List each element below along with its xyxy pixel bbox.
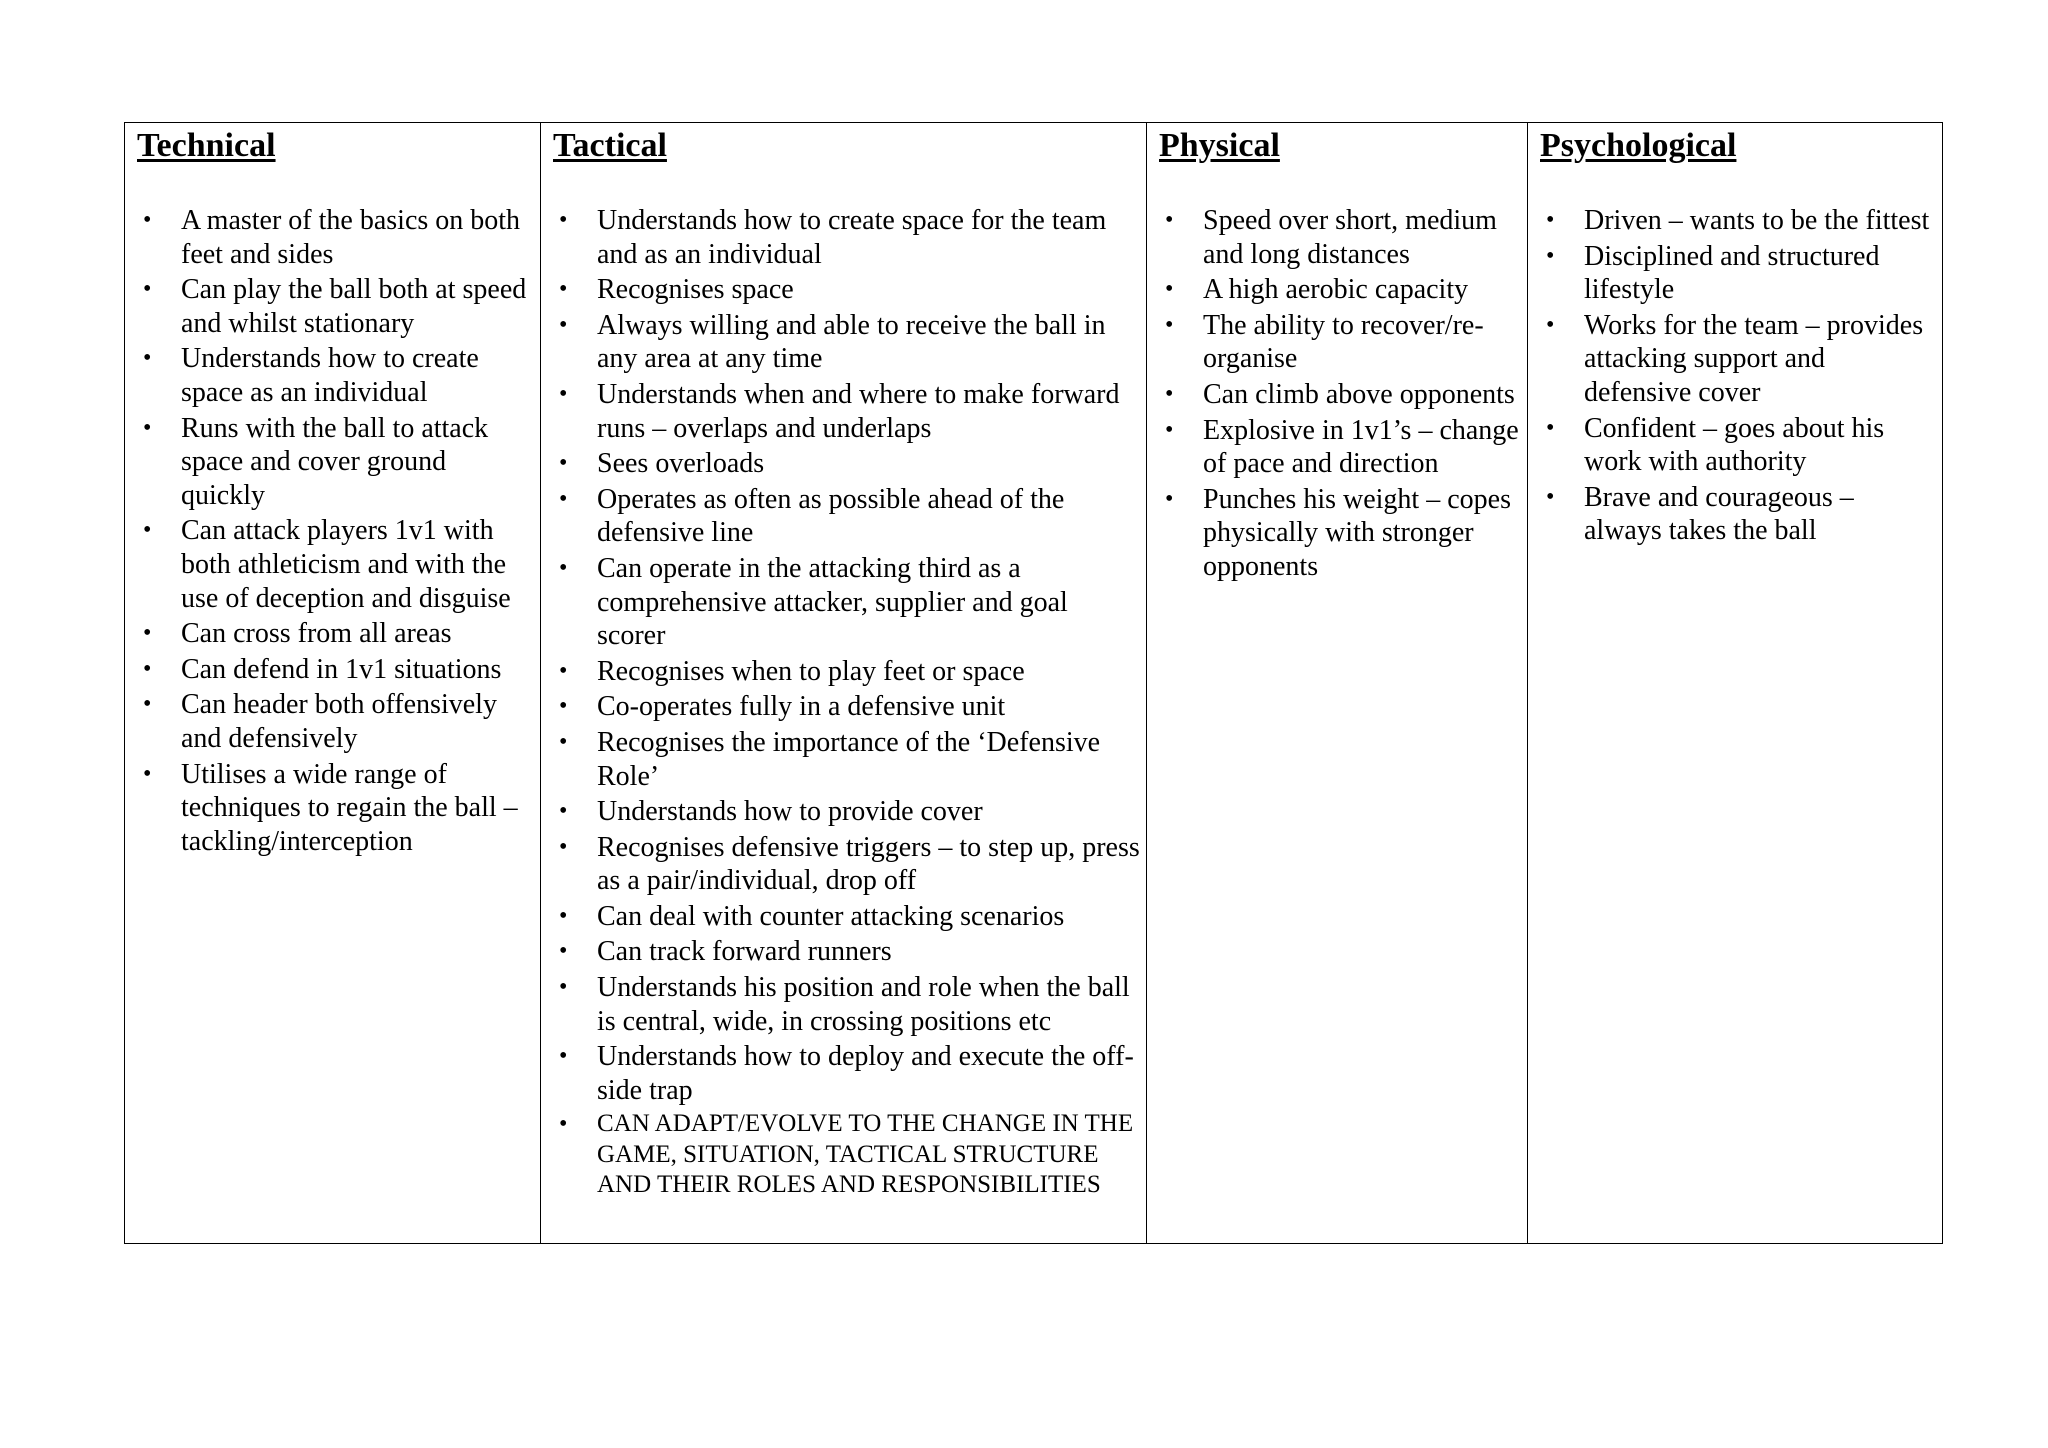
bullet-icon: • [559, 1111, 568, 1138]
bullet-icon: • [143, 760, 152, 787]
list-item-text: Brave and courageous – always takes the ball [1584, 481, 1854, 547]
bullet-icon: • [143, 276, 152, 303]
list-item-text: Utilises a wide range of techniques to regain the ball – tackling/interception [181, 758, 518, 857]
list-item [553, 900, 1140, 934]
list-item [137, 342, 534, 409]
list-item-text: Explosive in 1v1’s – change of pace and direction [1203, 414, 1519, 480]
list-item [553, 204, 1140, 271]
bullet-icon: • [559, 833, 568, 860]
list-item-text: Operates as often as possible ahead of the defensive line [597, 483, 1065, 549]
list-item [1159, 204, 1521, 271]
list-item-text: Recognises the importance of the ‘Defensive Role’ [597, 726, 1101, 792]
list-item [137, 412, 534, 513]
bullet-icon: • [559, 207, 568, 233]
bullet-icon: • [559, 657, 568, 684]
list-item [1540, 240, 1936, 307]
list-item-text: Understands when and where to make forward runs – overlaps and underlaps [597, 378, 1120, 444]
list-item-text: Always willing and able to receive the ball in any area at any time [597, 309, 1106, 375]
list-item-text: Can attack players 1v1 with both athleticism and with the use of deception and disguise [181, 515, 511, 614]
list-item [553, 690, 1140, 724]
bullet-icon: • [143, 655, 152, 682]
bullet-icon: • [143, 207, 152, 233]
list-item [553, 831, 1140, 898]
list-item-text: A high aerobic capacity [1203, 274, 1469, 306]
list-item [1540, 412, 1936, 479]
list-item-text: A master of the basics on both feet and sides [181, 205, 521, 270]
technical-list [137, 204, 534, 858]
list-item [1159, 483, 1521, 584]
tactical-column [541, 123, 1147, 1244]
list-item-text: Disciplined and structured lifestyle [1584, 240, 1880, 306]
list-item [553, 971, 1140, 1038]
list-item [137, 204, 534, 271]
list-item [137, 758, 534, 859]
list-item-text: Speed over short, medium and long distances [1203, 205, 1497, 270]
list-item [1159, 378, 1521, 412]
bullet-icon: • [1165, 207, 1174, 233]
list-item [553, 655, 1140, 689]
bullet-icon: • [1165, 276, 1174, 303]
physical-heading: Physical [1159, 127, 1280, 164]
bullet-icon: • [143, 414, 152, 441]
bullet-icon: • [1546, 311, 1555, 338]
bullet-icon: • [559, 450, 568, 477]
bullet-icon: • [143, 620, 152, 647]
bullet-icon: • [559, 380, 568, 407]
tactical-heading: Tactical [553, 127, 667, 164]
list-item-text: Can operate in the attacking third as a comprehensive attacker, supplier and goal scorer [597, 552, 1068, 652]
list-item-text: Driven – wants to be the fittest [1584, 205, 1930, 236]
list-item [553, 1109, 1140, 1201]
list-item-text: Understands how to create space for the team and as an individual [597, 205, 1107, 270]
bullet-icon: • [559, 728, 568, 755]
bullet-icon: • [559, 938, 568, 965]
bullet-icon: • [559, 798, 568, 825]
list-item [553, 378, 1140, 445]
list-item-text: Understands how to deploy and execute the off-side trap [597, 1041, 1134, 1106]
tactical-list [553, 204, 1140, 1201]
list-item-text: Punches his weight – copes physically with stronger opponents [1203, 483, 1511, 582]
bullet-icon: • [559, 485, 568, 512]
bullet-icon: • [1165, 380, 1174, 407]
list-item-text: Recognises space [597, 274, 794, 306]
list-item-text: The ability to recover/re-organise [1203, 309, 1484, 375]
list-item [1159, 273, 1521, 307]
list-item-text: Can deal with counter attacking scenarios [597, 900, 1065, 932]
list-item-text: Understands his position and role when the ball is central, wide, in crossing positions etc [597, 972, 1130, 1037]
list-item-text: Runs with the ball to attack space and cover ground quickly [181, 412, 489, 511]
list-item [1540, 204, 1936, 238]
list-item [553, 273, 1140, 307]
list-item-text: Works for the team – provides attacking support and defensive cover [1584, 309, 1924, 408]
list-item [1159, 309, 1521, 376]
bullet-icon: • [559, 902, 568, 929]
bullet-icon: • [1546, 242, 1555, 269]
list-item-text: Can climb above opponents [1203, 378, 1515, 410]
list-item-text: Can header both offensively and defensively [181, 689, 497, 754]
list-item [553, 483, 1140, 550]
bullet-icon: • [559, 276, 568, 303]
list-item [553, 726, 1140, 793]
list-item [553, 935, 1140, 969]
bullet-icon: • [559, 1043, 568, 1070]
bullet-icon: • [143, 517, 152, 544]
bullet-icon: • [1165, 416, 1174, 443]
psychological-column [1528, 123, 1943, 1244]
list-item-text: Sees overloads [597, 448, 765, 480]
list-item [553, 309, 1140, 376]
bullet-icon: • [1546, 207, 1555, 233]
attributes-table [124, 122, 1943, 1244]
list-item-text: Understands how to provide cover [597, 796, 983, 828]
physical-column [1147, 123, 1528, 1244]
bullet-icon: • [559, 693, 568, 720]
list-item [553, 1040, 1140, 1107]
list-item [1540, 309, 1936, 410]
bullet-icon: • [1546, 414, 1555, 441]
list-item [553, 795, 1140, 829]
list-item-text: Can cross from all areas [181, 618, 452, 650]
list-item-text: Confident – goes about his work with authority [1584, 412, 1885, 478]
list-item [553, 552, 1140, 653]
technical-column [125, 123, 541, 1244]
table-row [125, 123, 1943, 1244]
bullet-icon: • [1165, 311, 1174, 338]
psychological-list [1540, 204, 1936, 548]
list-item-text: Recognises when to play feet or space [597, 655, 1025, 687]
list-item [137, 273, 534, 340]
list-item [1159, 414, 1521, 481]
list-item-text: Recognises defensive triggers – to step up, press as a pair/individual, drop off [597, 831, 1140, 897]
list-item-text: Can track forward runners [597, 936, 892, 968]
bullet-icon: • [1546, 483, 1555, 510]
technical-heading: Technical [137, 127, 276, 164]
list-item [137, 688, 534, 755]
bullet-icon: • [143, 691, 152, 718]
bullet-icon: • [559, 311, 568, 338]
bullet-icon: • [1165, 485, 1174, 512]
list-item [137, 617, 534, 651]
psychological-heading: Psychological [1540, 127, 1737, 164]
list-item-text: CAN ADAPT/EVOLVE TO THE CHANGE IN THE GAME, SITUATION, TACTICAL STRUCTURE AND THEIR ROLES AND RESPONSIBILITIES [597, 1110, 1134, 1199]
list-item-text: Co-operates fully in a defensive unit [597, 691, 1006, 723]
list-item [553, 447, 1140, 481]
bullet-icon: • [143, 345, 152, 372]
list-item-text: Understands how to create space as an individual [181, 343, 479, 408]
list-item [137, 514, 534, 615]
list-item [1540, 481, 1936, 548]
bullet-icon: • [559, 554, 568, 581]
bullet-icon: • [559, 974, 568, 1001]
list-item-text: Can defend in 1v1 situations [181, 653, 502, 685]
physical-list [1159, 204, 1521, 584]
list-item [137, 653, 534, 687]
list-item-text: Can play the ball both at speed and whilst stationary [181, 274, 527, 339]
